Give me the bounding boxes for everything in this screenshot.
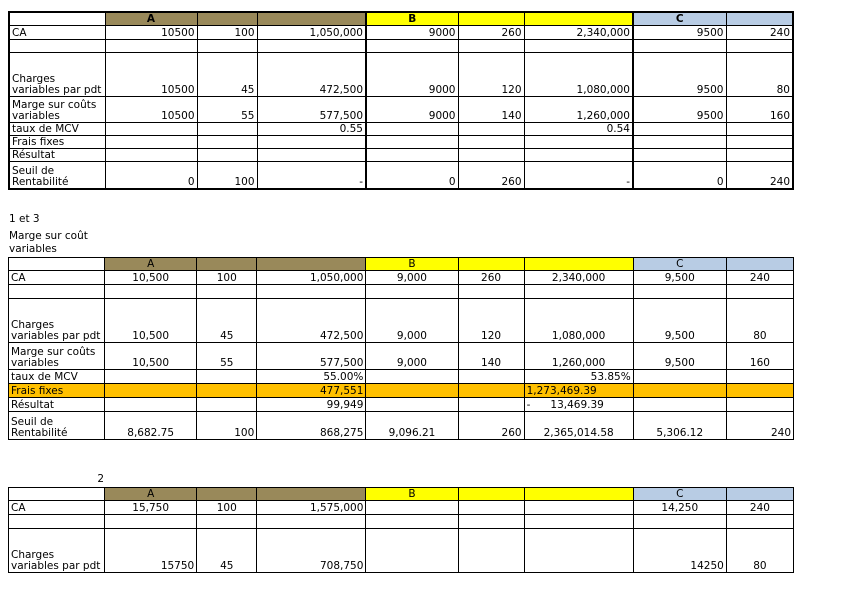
cell: 140	[458, 343, 524, 370]
t1-r3-label: Marge sur coûts variables	[9, 96, 105, 122]
cell: -	[257, 161, 366, 189]
cell	[366, 398, 458, 412]
t2-r5-label: Frais fixes	[9, 384, 105, 398]
cell: 472,500	[257, 52, 366, 96]
cell	[726, 135, 793, 148]
table-row	[9, 529, 794, 573]
table-row	[9, 343, 794, 370]
cell: 100	[197, 25, 257, 39]
cell: 708,750	[257, 529, 366, 573]
t2-r6-label: Résultat	[9, 398, 105, 412]
cell: 120	[458, 52, 524, 96]
cell: 9,000	[366, 271, 458, 285]
section-label-variables: variables	[9, 243, 57, 255]
table-3-header-row	[9, 488, 794, 501]
t1-h2	[197, 12, 257, 25]
cell: 240	[726, 412, 793, 440]
cell: 160	[726, 343, 793, 370]
table-row	[9, 398, 794, 412]
cell: 120	[458, 299, 524, 343]
cell: 14,250	[633, 501, 726, 515]
t1-r5-label: Frais fixes	[9, 135, 105, 148]
cell: 1,273,469.39	[524, 384, 633, 398]
cell	[366, 384, 458, 398]
t1-h0	[9, 12, 105, 25]
cell: 1,050,000	[257, 25, 366, 39]
cell	[524, 529, 633, 573]
cell	[105, 370, 197, 384]
cell	[105, 122, 197, 135]
cell: 260	[458, 25, 524, 39]
t1-h5	[458, 12, 524, 25]
cell: 472,500	[257, 299, 366, 343]
cell: 1,260,000	[524, 96, 633, 122]
t3-h6	[524, 488, 633, 501]
cell	[257, 515, 366, 529]
cell	[366, 370, 458, 384]
cell: 240	[726, 161, 793, 189]
cell: 868,275	[257, 412, 366, 440]
table-row	[9, 161, 793, 189]
cell	[257, 135, 366, 148]
cell	[366, 39, 458, 52]
cell: 1,260,000	[524, 343, 633, 370]
cell	[366, 135, 458, 148]
table-row	[9, 96, 793, 122]
cell	[726, 122, 793, 135]
cell	[257, 148, 366, 161]
table-row	[9, 148, 793, 161]
cell: 240	[726, 501, 793, 515]
cell	[524, 285, 633, 299]
cell: 100	[197, 271, 257, 285]
table-row	[9, 299, 794, 343]
cell	[197, 384, 257, 398]
cell: 260	[458, 271, 524, 285]
cell	[458, 122, 524, 135]
cell: 10500	[105, 52, 197, 96]
cell: - 13,469.39	[524, 398, 633, 412]
cell: 9000	[366, 96, 458, 122]
cell: 160	[726, 96, 793, 122]
table-row	[9, 501, 794, 515]
t2-h2	[197, 258, 257, 271]
cell	[524, 39, 633, 52]
cell	[257, 285, 366, 299]
cell	[9, 515, 105, 529]
cell	[366, 515, 458, 529]
cell	[633, 285, 726, 299]
cell: 10,500	[105, 343, 197, 370]
cell: 240	[726, 271, 793, 285]
cell: 2,365,014.58	[524, 412, 633, 440]
cell	[366, 501, 458, 515]
cell: 0	[366, 161, 458, 189]
cell: 1,080,000	[524, 52, 633, 96]
cell	[105, 515, 197, 529]
table-row	[9, 135, 793, 148]
cell	[458, 39, 524, 52]
cell: 2,340,000	[524, 25, 633, 39]
cell	[726, 148, 793, 161]
cell: 9,000	[366, 299, 458, 343]
cell: 577,500	[257, 96, 366, 122]
table-1	[8, 11, 794, 190]
cell: 1,050,000	[257, 271, 366, 285]
cell: 100	[197, 412, 257, 440]
t2-h3	[257, 258, 366, 271]
cell: 260	[458, 412, 524, 440]
section-label-marge: Marge sur coût	[9, 230, 88, 242]
cell: 2,340,000	[524, 271, 633, 285]
cell: 9,096.21	[366, 412, 458, 440]
t2-h6	[524, 258, 633, 271]
cell	[726, 285, 793, 299]
cell	[105, 39, 197, 52]
table-2-header-row	[9, 258, 794, 271]
cell: 45	[197, 529, 257, 573]
t1-h3	[257, 12, 366, 25]
cell	[105, 148, 197, 161]
cell: 140	[458, 96, 524, 122]
t3-h-B: B	[366, 488, 458, 501]
cell: 9500	[633, 52, 726, 96]
t3-r2-label: Charges variables par pdt	[9, 529, 105, 573]
cell	[197, 370, 257, 384]
cell: 9,500	[633, 343, 726, 370]
table-row-frais-fixes	[9, 384, 794, 398]
t2-r7-label: Seuil de Rentabilité	[9, 412, 105, 440]
t2-r4-label: taux de MCV	[9, 370, 105, 384]
t2-h8	[726, 258, 793, 271]
cell: 15,750	[105, 501, 197, 515]
cell: 55	[197, 343, 257, 370]
cell	[726, 370, 793, 384]
t3-h8	[726, 488, 793, 501]
cell: 10500	[105, 96, 197, 122]
t1-r2-label: Charges variables par pdt	[9, 52, 105, 96]
cell: 10,500	[105, 271, 197, 285]
cell	[633, 135, 726, 148]
table-row	[9, 271, 794, 285]
table-row	[9, 39, 793, 52]
cell	[726, 515, 793, 529]
cell	[458, 501, 524, 515]
cell	[9, 39, 105, 52]
cell: 9500	[633, 25, 726, 39]
cell	[197, 515, 257, 529]
cell	[366, 285, 458, 299]
table-1-header-row	[9, 12, 793, 25]
cell: 53.85%	[524, 370, 633, 384]
cell: 80	[726, 52, 793, 96]
t1-h-B: B	[366, 12, 458, 25]
cell: 0	[633, 161, 726, 189]
section-label-1-et-3: 1 et 3	[9, 213, 40, 225]
cell	[366, 148, 458, 161]
cell	[197, 39, 257, 52]
t2-h-C: C	[633, 258, 726, 271]
cell	[458, 135, 524, 148]
cell	[105, 398, 197, 412]
cell: 9000	[366, 52, 458, 96]
cell	[197, 285, 257, 299]
t3-h-C: C	[633, 488, 726, 501]
cell	[726, 384, 793, 398]
cell	[257, 39, 366, 52]
cell	[458, 529, 524, 573]
cell: 100	[197, 501, 257, 515]
cell	[197, 398, 257, 412]
cell: 0.54	[524, 122, 633, 135]
t1-h8	[726, 12, 793, 25]
cell: 240	[726, 25, 793, 39]
section-label-2: 2	[97, 473, 104, 485]
cell	[726, 39, 793, 52]
t2-h-A: A	[105, 258, 197, 271]
cell: 5,306.12	[633, 412, 726, 440]
t1-r6-label: Résultat	[9, 148, 105, 161]
t1-h6	[524, 12, 633, 25]
cell	[197, 122, 257, 135]
table-2	[8, 257, 794, 440]
cell: 260	[458, 161, 524, 189]
cell: 9,500	[633, 299, 726, 343]
cell: 1,575,000	[257, 501, 366, 515]
t1-r4-label: taux de MCV	[9, 122, 105, 135]
cell	[105, 135, 197, 148]
cell	[633, 398, 726, 412]
t2-r0-label: CA	[9, 271, 105, 285]
cell: 14250	[633, 529, 726, 573]
t3-h3	[257, 488, 366, 501]
t2-r3-label: Marge sur coûts variables	[9, 343, 105, 370]
cell	[633, 122, 726, 135]
cell	[197, 135, 257, 148]
cell: 80	[726, 299, 793, 343]
table-row	[9, 285, 794, 299]
cell: 100	[197, 161, 257, 189]
cell	[524, 135, 633, 148]
cell: 10,500	[105, 299, 197, 343]
cell	[366, 529, 458, 573]
cell: 45	[197, 52, 257, 96]
cell: 99,949	[257, 398, 366, 412]
t1-h-A: A	[105, 12, 197, 25]
cell	[524, 148, 633, 161]
cell: 0.55	[257, 122, 366, 135]
cell	[524, 515, 633, 529]
cell	[458, 370, 524, 384]
t1-h-C: C	[633, 12, 726, 25]
cell	[458, 285, 524, 299]
cell	[633, 148, 726, 161]
cell: 55	[197, 96, 257, 122]
cell: 10500	[105, 25, 197, 39]
cell	[458, 398, 524, 412]
cell	[524, 501, 633, 515]
t2-h5	[458, 258, 524, 271]
cell: 577,500	[257, 343, 366, 370]
t3-h5	[458, 488, 524, 501]
t2-r2-label: Charges variables par pdt	[9, 299, 105, 343]
cell: 9,000	[366, 343, 458, 370]
table-row	[9, 515, 794, 529]
cell: 45	[197, 299, 257, 343]
cell: 9,500	[633, 271, 726, 285]
cell	[197, 148, 257, 161]
table-row	[9, 122, 793, 135]
cell: 9500	[633, 96, 726, 122]
cell: 8,682.75	[105, 412, 197, 440]
cell	[633, 39, 726, 52]
t3-h2	[197, 488, 257, 501]
cell: 55.00%	[257, 370, 366, 384]
t3-h0	[9, 488, 105, 501]
t2-h-B: B	[366, 258, 458, 271]
t2-h0	[9, 258, 105, 271]
cell	[458, 515, 524, 529]
cell: 80	[726, 529, 793, 573]
table-row	[9, 52, 793, 96]
cell	[366, 122, 458, 135]
cell	[9, 285, 105, 299]
table-row	[9, 370, 794, 384]
cell: 477,551	[257, 384, 366, 398]
cell	[633, 370, 726, 384]
cell: -	[524, 161, 633, 189]
t1-r0-label: CA	[9, 25, 105, 39]
cell: 9000	[366, 25, 458, 39]
t3-h-A: A	[105, 488, 197, 501]
cell: 1,080,000	[524, 299, 633, 343]
cell: 0	[105, 161, 197, 189]
cell	[726, 398, 793, 412]
table-row	[9, 25, 793, 39]
table-row	[9, 412, 794, 440]
table-3	[8, 487, 794, 573]
cell	[458, 148, 524, 161]
cell	[633, 384, 726, 398]
cell	[105, 384, 197, 398]
cell: 15750	[105, 529, 197, 573]
cell	[458, 384, 524, 398]
cell	[105, 285, 197, 299]
cell	[633, 515, 726, 529]
t3-r0-label: CA	[9, 501, 105, 515]
t1-r7-label: Seuil de Rentabilité	[9, 161, 105, 189]
